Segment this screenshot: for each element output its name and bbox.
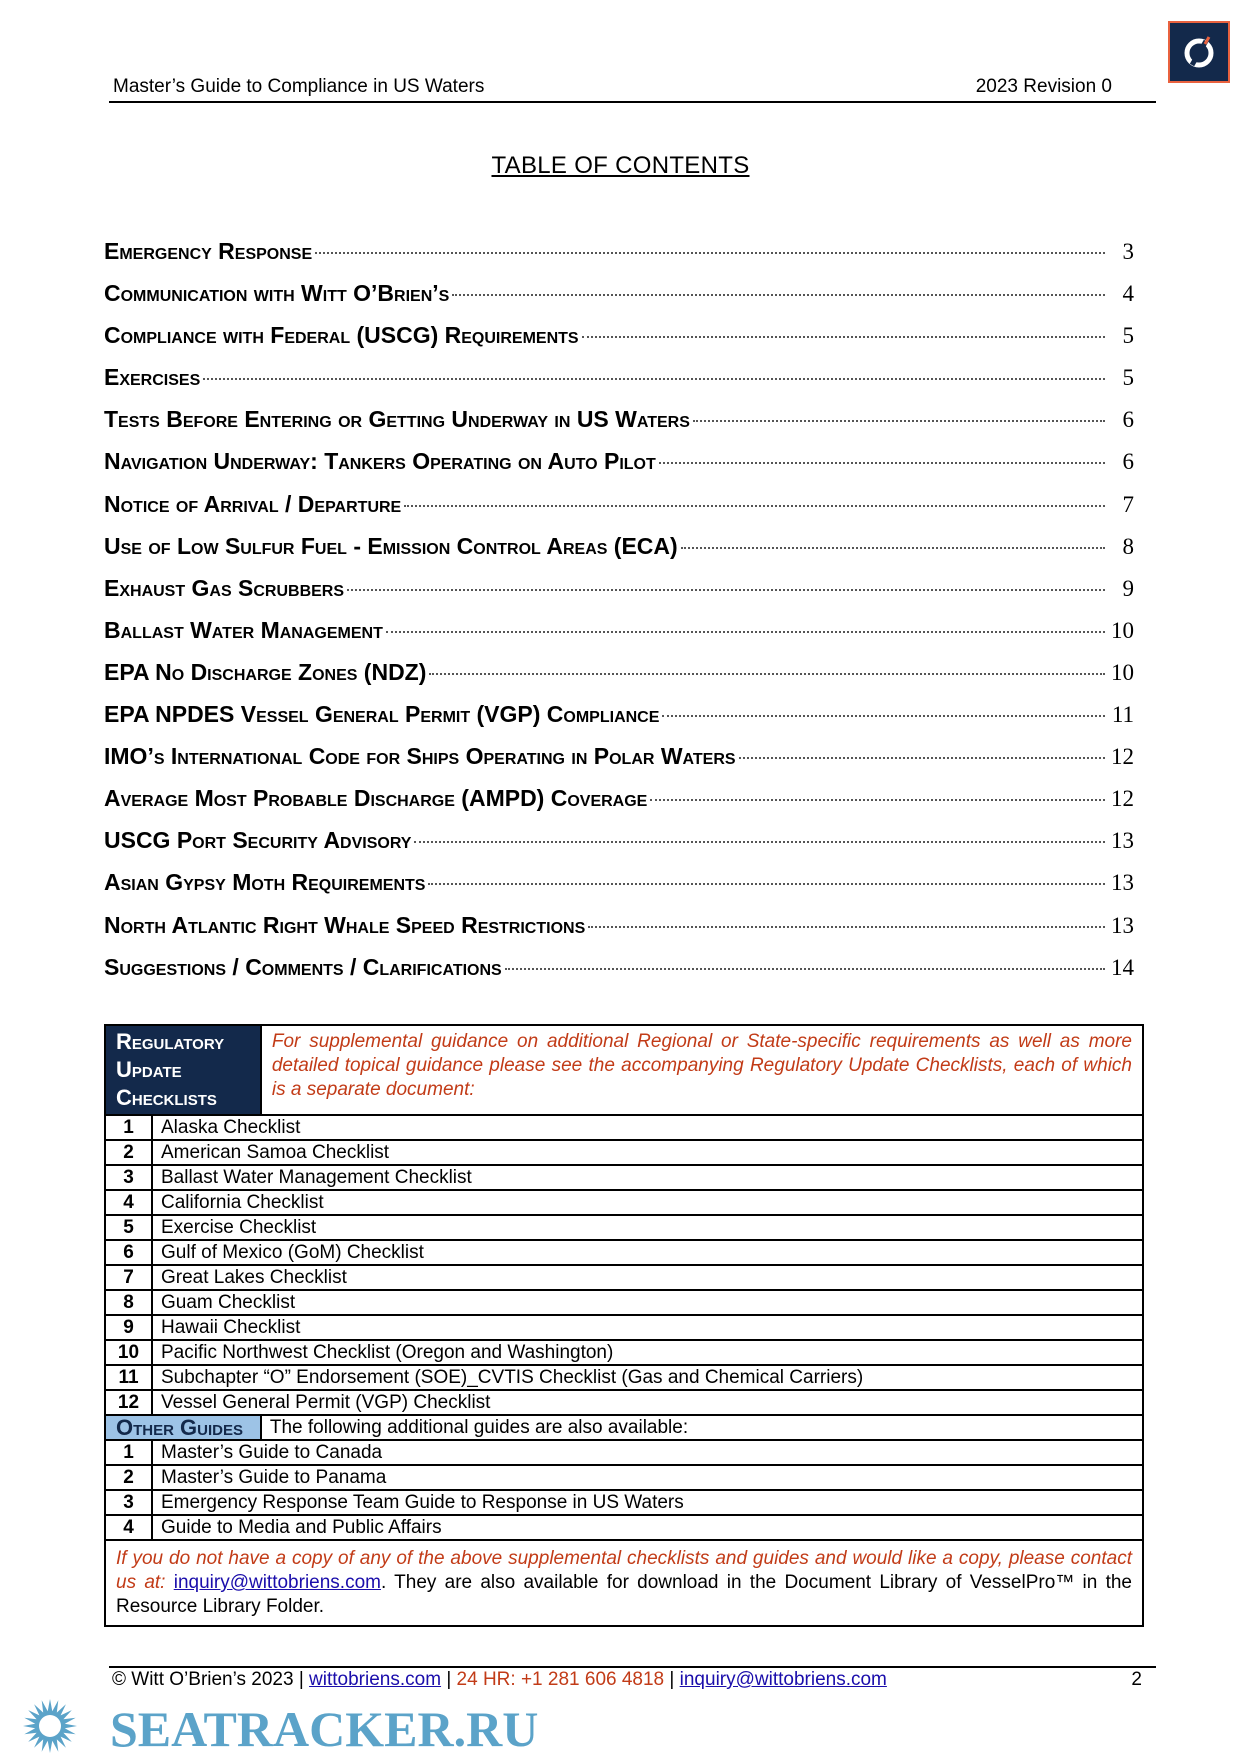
item-number: 1 xyxy=(105,1115,152,1140)
dot-leader xyxy=(414,841,1105,843)
item-number: 1 xyxy=(105,1440,152,1465)
toc-label[interactable]: IMO’s International Code for Ships Operating in Polar Waters xyxy=(104,743,736,770)
item-number: 5 xyxy=(105,1215,152,1240)
list-item xyxy=(105,1390,1143,1415)
toc-entry[interactable] xyxy=(104,364,1134,406)
toc-label[interactable]: Navigation Underway: Tankers Operating on Auto Pilot xyxy=(104,448,656,475)
dot-leader xyxy=(650,799,1105,801)
toc-page: 13 xyxy=(1111,828,1134,854)
toc-label[interactable]: Communication with Witt O’Brien’s xyxy=(104,280,450,307)
list-item xyxy=(105,1315,1143,1340)
item-title: American Samoa Checklist xyxy=(152,1140,1143,1165)
toc-page: 14 xyxy=(1111,954,1134,980)
toc-label[interactable]: Emergency Response xyxy=(104,238,313,264)
toc-page: 10 xyxy=(1111,659,1134,685)
toc-page: 3 xyxy=(1122,239,1134,264)
page-title: TABLE OF CONTENTS xyxy=(491,152,750,179)
dot-leader xyxy=(582,336,1105,338)
toc-page: 13 xyxy=(1111,870,1134,896)
watermark-text: SEATRACKER.RU xyxy=(110,1701,539,1754)
toc-page: 5 xyxy=(1122,365,1134,391)
dot-leader xyxy=(429,673,1105,675)
list-item xyxy=(105,1440,1143,1465)
list-item xyxy=(105,1465,1143,1490)
toc-label[interactable]: Exercises xyxy=(104,364,201,391)
list-item xyxy=(105,1490,1143,1515)
logo-icon xyxy=(1179,32,1219,72)
item-title: California Checklist xyxy=(152,1190,1143,1215)
dot-leader xyxy=(452,294,1105,296)
toc-label[interactable]: Use of Low Sulfur Fuel - Emission Control Areas (ECA) xyxy=(104,532,678,559)
toc-entry[interactable] xyxy=(104,617,1134,659)
item-title: Subchapter “O” Endorsement (SOE)_CVTIS Checklist (Gas and Chemical Carriers) xyxy=(152,1365,1143,1390)
footer-email-link[interactable]: inquiry@wittobriens.com xyxy=(679,1669,887,1690)
dot-leader xyxy=(404,505,1105,507)
item-number: 7 xyxy=(105,1265,152,1290)
item-title: Pacific Northwest Checklist (Oregon and Washington) xyxy=(152,1340,1143,1365)
dot-leader xyxy=(386,631,1105,633)
item-number: 4 xyxy=(105,1515,152,1540)
dot-leader xyxy=(203,378,1105,380)
dot-leader xyxy=(681,547,1105,549)
item-title: Emergency Response Team Guide to Response in US Waters xyxy=(152,1490,1143,1515)
item-title: Ballast Water Management Checklist xyxy=(152,1165,1143,1190)
supplemental-table xyxy=(104,1024,1144,1627)
page-footer xyxy=(112,1669,1142,1691)
item-number: 2 xyxy=(105,1140,152,1165)
dot-leader xyxy=(347,589,1105,591)
watermark xyxy=(0,1698,1241,1754)
toc-entry[interactable] xyxy=(104,406,1134,448)
list-item xyxy=(105,1140,1143,1165)
contact-note xyxy=(105,1540,1143,1626)
toc-label[interactable]: USCG Port Security Advisory xyxy=(104,827,412,854)
dot-leader xyxy=(315,252,1105,254)
item-number: 11 xyxy=(105,1365,152,1390)
item-title: Alaska Checklist xyxy=(152,1115,1143,1140)
toc-label[interactable]: Average Most Probable Discharge (AMPD) Coverage xyxy=(104,785,648,812)
toc-label[interactable]: Exhaust Gas Scrubbers xyxy=(104,574,345,601)
toc-page: 9 xyxy=(1122,575,1134,601)
sunburst-icon xyxy=(23,1699,77,1753)
toc-label[interactable]: Notice of Arrival / Departure xyxy=(104,490,402,517)
website-link[interactable]: wittobriens.com xyxy=(309,1669,442,1690)
toc-page: 4 xyxy=(1122,281,1134,307)
item-number: 8 xyxy=(105,1290,152,1315)
toc-entry[interactable] xyxy=(104,533,1134,575)
dot-leader xyxy=(505,968,1105,970)
copyright: © Witt O’Brien’s 2023 | xyxy=(112,1669,304,1690)
dot-leader xyxy=(588,926,1105,928)
toc-page: 5 xyxy=(1122,323,1134,349)
toc-page: 7 xyxy=(1122,491,1134,517)
toc-page: 13 xyxy=(1111,912,1134,938)
item-title: Master’s Guide to Panama xyxy=(152,1465,1143,1490)
toc-label[interactable]: Asian Gypsy Moth Requirements xyxy=(104,869,426,896)
toc-label[interactable]: Tests Before Entering or Getting Underway in US Waters xyxy=(104,406,690,433)
toc-page: 12 xyxy=(1111,744,1134,770)
list-item xyxy=(105,1290,1143,1315)
contact-email-link[interactable]: inquiry@wittobriens.com xyxy=(173,1572,381,1593)
page-number: 2 xyxy=(1131,1669,1142,1690)
list-item xyxy=(105,1340,1143,1365)
hotline: 24 HR: +1 281 606 4818 xyxy=(456,1669,665,1690)
dot-leader xyxy=(662,715,1105,717)
item-title: Exercise Checklist xyxy=(152,1215,1143,1240)
item-title: Vessel General Permit (VGP) Checklist xyxy=(152,1390,1143,1415)
toc-entry[interactable] xyxy=(104,743,1134,785)
list-item xyxy=(105,1190,1143,1215)
checklists-heading: Regulatory Update Checklists xyxy=(105,1025,261,1115)
list-item xyxy=(105,1365,1143,1390)
item-title: Hawaii Checklist xyxy=(152,1315,1143,1340)
guides-heading: Other Guides xyxy=(105,1415,261,1440)
item-number: 3 xyxy=(105,1165,152,1190)
toc-entry[interactable] xyxy=(104,448,1134,490)
dot-leader xyxy=(739,757,1105,759)
toc-page: 11 xyxy=(1111,702,1134,728)
list-item xyxy=(105,1115,1143,1140)
list-item xyxy=(105,1215,1143,1240)
list-item xyxy=(105,1265,1143,1290)
page-header xyxy=(109,76,1156,98)
toc-page: 12 xyxy=(1111,786,1134,812)
toc-entry[interactable] xyxy=(104,954,1134,996)
item-number: 9 xyxy=(105,1315,152,1340)
toc-page: 10 xyxy=(1111,617,1134,643)
item-title: Great Lakes Checklist xyxy=(152,1265,1143,1290)
toc-label[interactable]: EPA No Discharge Zones (NDZ) xyxy=(104,658,427,685)
item-title: Guide to Media and Public Affairs xyxy=(152,1515,1143,1540)
separator: | xyxy=(441,1669,457,1690)
toc-entry[interactable] xyxy=(104,827,1134,869)
toc-entry[interactable] xyxy=(104,659,1134,701)
witt-obriens-logo xyxy=(1168,21,1230,83)
guides-intro: The following additional guides are also available: xyxy=(261,1415,1143,1440)
toc-entry[interactable] xyxy=(104,785,1134,827)
checklists-intro: For supplemental guidance on additional Regional or State-specific requirements as well as more detailed topical guidance please see the accompanying Regulatory Update Checklists, each of which is a separate document: xyxy=(261,1025,1143,1115)
table-of-contents xyxy=(104,238,1134,996)
toc-entry[interactable] xyxy=(104,280,1134,322)
list-item xyxy=(105,1165,1143,1190)
item-number: 6 xyxy=(105,1240,152,1265)
toc-label[interactable]: Compliance with Federal (USCG) Requirements xyxy=(104,322,579,349)
item-title: Gulf of Mexico (GoM) Checklist xyxy=(152,1240,1143,1265)
toc-entry[interactable] xyxy=(104,322,1134,364)
revision: 2023 Revision 0 xyxy=(975,76,1112,97)
item-number: 4 xyxy=(105,1190,152,1215)
list-item xyxy=(105,1240,1143,1265)
footer-rule xyxy=(109,1666,1156,1668)
dot-leader xyxy=(428,883,1105,885)
dot-leader xyxy=(693,420,1105,422)
item-number: 2 xyxy=(105,1465,152,1490)
toc-label[interactable]: Suggestions / Comments / Clarifications xyxy=(104,953,502,980)
toc-page: 8 xyxy=(1122,533,1134,559)
toc-page: 6 xyxy=(1122,449,1134,475)
list-item xyxy=(105,1515,1143,1540)
toc-entry[interactable] xyxy=(104,575,1134,617)
toc-entry[interactable] xyxy=(104,491,1134,533)
item-number: 12 xyxy=(105,1390,152,1415)
dot-leader xyxy=(659,462,1105,464)
item-title: Guam Checklist xyxy=(152,1290,1143,1315)
item-number: 10 xyxy=(105,1340,152,1365)
toc-entry[interactable] xyxy=(104,869,1134,911)
toc-label[interactable]: EPA NPDES Vessel General Permit (VGP) Compliance xyxy=(104,701,660,728)
note-text: If you do not have a copy of any of the above supplemental checklists and guides and would like a copy, please contact us at: xyxy=(116,1548,1132,1593)
item-title: Master’s Guide to Canada xyxy=(152,1440,1143,1465)
toc-page: 6 xyxy=(1122,407,1134,433)
item-number: 3 xyxy=(105,1490,152,1515)
document-title: Master’s Guide to Compliance in US Waters xyxy=(113,76,485,97)
toc-entry[interactable] xyxy=(104,912,1134,954)
toc-label[interactable]: Ballast Water Management xyxy=(104,616,383,643)
header-rule xyxy=(109,101,1156,103)
toc-entry[interactable] xyxy=(104,238,1134,280)
separator: | xyxy=(664,1669,680,1690)
toc-label[interactable]: North Atlantic Right Whale Speed Restrictions xyxy=(104,911,586,938)
note-text-rest: . They are also available for download in the Document Library of VesselPro™ in the Resource Library Folder. xyxy=(116,1572,1133,1617)
toc-entry[interactable] xyxy=(104,701,1134,743)
